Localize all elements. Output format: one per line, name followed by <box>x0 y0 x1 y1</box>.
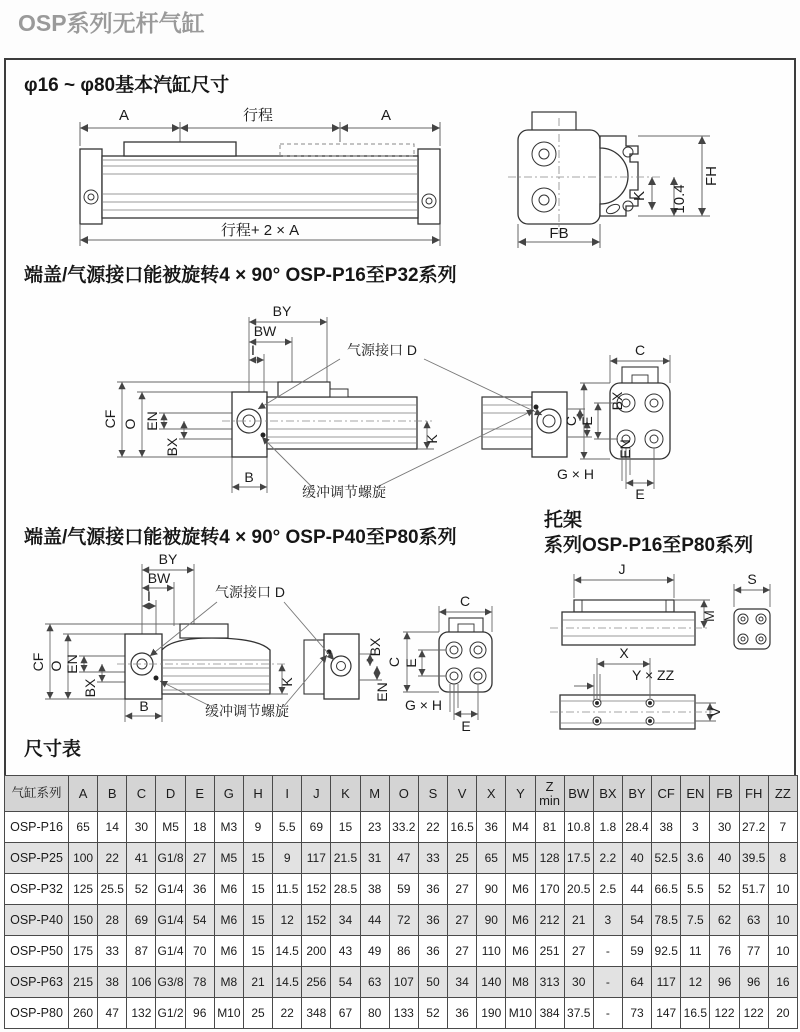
callout-air-port: 气源接口 D <box>215 584 285 600</box>
dimension-cell: 36 <box>477 812 506 843</box>
dimension-cell: 78 <box>185 967 214 998</box>
dimension-cell: 14.5 <box>273 967 302 998</box>
dim-label-total-length: 行程+ 2 × A <box>220 222 300 239</box>
dimension-cell: 30 <box>710 812 739 843</box>
dimension-cell: 313 <box>535 967 564 998</box>
dimension-cell: 3 <box>593 905 622 936</box>
dimension-cell: 7.5 <box>681 905 710 936</box>
dimension-cell: 9 <box>243 812 272 843</box>
dimension-cell: 52 <box>127 874 156 905</box>
dimension-cell: 27 <box>448 905 477 936</box>
dimension-cell: 28 <box>98 905 127 936</box>
dimension-cell: 47 <box>389 843 418 874</box>
dimension-cell: 40 <box>710 843 739 874</box>
dimension-cell: 100 <box>69 843 98 874</box>
drawing-rotatable-caps-large <box>22 554 792 737</box>
dimension-cell: 47 <box>98 998 127 1029</box>
dim-label-fb: FB <box>549 225 569 242</box>
dim-label-e-bottom: E <box>635 486 645 502</box>
dim-label-o: O <box>122 418 138 430</box>
series-name-cell: OSP-P63 <box>5 967 69 998</box>
dimension-cell: 67 <box>331 998 360 1029</box>
dimension-cell: 9 <box>273 843 302 874</box>
dimension-cell: 90 <box>477 905 506 936</box>
dimension-cell: 36 <box>418 905 447 936</box>
dimension-cell: 78.5 <box>652 905 681 936</box>
air-port-circle <box>537 409 561 433</box>
cushion-screw-dot <box>261 433 266 438</box>
col-header: ZZ <box>768 776 797 812</box>
dimension-cell: M6 <box>506 936 535 967</box>
dimension-cell: 107 <box>389 967 418 998</box>
dimension-cell: 38 <box>98 967 127 998</box>
dimension-cell: 15 <box>331 812 360 843</box>
dimension-cell: 20.5 <box>564 874 593 905</box>
dimension-cell: 39.5 <box>739 843 768 874</box>
dimension-cell: 54 <box>185 905 214 936</box>
dimension-cell: 3 <box>681 812 710 843</box>
dim-label-j: J <box>618 561 626 577</box>
dim-label-bx: BX <box>164 437 180 457</box>
dimension-cell: 106 <box>127 967 156 998</box>
dimension-cell: 51.7 <box>739 874 768 905</box>
dimension-cell: 63 <box>739 905 768 936</box>
dimension-cell: 15 <box>243 843 272 874</box>
dim-label-bx: BX <box>82 678 98 698</box>
dim-label-o: O <box>48 660 64 672</box>
dimension-cell: 18 <box>185 812 214 843</box>
dimension-cell: 62 <box>710 905 739 936</box>
dimension-cell: 125 <box>69 874 98 905</box>
dimension-cell: M3 <box>214 812 243 843</box>
dimension-cell: G1/4 <box>156 905 185 936</box>
dimension-cell: 170 <box>535 874 564 905</box>
dim-label-k: K <box>424 434 440 444</box>
dimension-cell: 96 <box>185 998 214 1029</box>
dimension-cell: 5.5 <box>681 874 710 905</box>
air-port-circle <box>331 656 351 676</box>
dimension-cell: G1/8 <box>156 843 185 874</box>
dimension-cell: 96 <box>710 967 739 998</box>
dimension-cell: G1/2 <box>156 998 185 1029</box>
dim-label-en: EN <box>64 654 80 674</box>
content-box <box>4 58 796 1028</box>
section-basic-heading: φ16 ~ φ80基本汽缸尺寸 <box>24 75 230 96</box>
dim-label-x: X <box>619 645 629 661</box>
dimension-cell: 28.4 <box>622 812 651 843</box>
col-header: J <box>302 776 331 812</box>
dimension-cell: 86 <box>389 936 418 967</box>
dimension-cell: 36 <box>418 936 447 967</box>
dimension-cell: 384 <box>535 998 564 1029</box>
dimension-cell: M5 <box>214 843 243 874</box>
dimension-cell: 25 <box>243 998 272 1029</box>
dim-label-bw: BW <box>147 570 171 586</box>
dimension-cell: 63 <box>360 967 389 998</box>
dimension-cell: 34 <box>448 967 477 998</box>
dimension-cell: - <box>593 936 622 967</box>
dimension-cell: 152 <box>302 874 331 905</box>
col-header: C <box>127 776 156 812</box>
dimension-cell: 54 <box>622 905 651 936</box>
dimension-cell: 15 <box>243 905 272 936</box>
dimension-cell: 36 <box>418 874 447 905</box>
table-row <box>5 843 798 874</box>
dimension-cell: 12 <box>273 905 302 936</box>
dimension-cell: 20 <box>768 998 797 1029</box>
dimension-cell: M6 <box>214 936 243 967</box>
dimension-cell: G1/4 <box>156 874 185 905</box>
dimension-cell: - <box>593 967 622 998</box>
dimension-cell: 27 <box>564 936 593 967</box>
dimension-cell: 27 <box>448 936 477 967</box>
dimension-cell: 150 <box>69 905 98 936</box>
dimension-cell: 87 <box>127 936 156 967</box>
table-row <box>5 967 798 998</box>
cushion-screw-dot <box>534 405 539 410</box>
callout-air-port: 气源接口 D <box>347 342 417 358</box>
dim-label-yzz: Y × ZZ <box>632 667 675 683</box>
dimension-cell: 38 <box>360 874 389 905</box>
col-header-series: 气缸系列 <box>5 776 69 812</box>
dim-label-e-left: E <box>579 416 595 426</box>
dim-label-fh: FH <box>703 166 720 186</box>
series-name-cell: OSP-P25 <box>5 843 69 874</box>
dimension-cell: 122 <box>710 998 739 1029</box>
dimension-cell: 117 <box>302 843 331 874</box>
dim-label-k: K <box>631 190 648 202</box>
series-name-cell: OSP-P50 <box>5 936 69 967</box>
page-title: OSP系列无杆气缸 <box>18 10 205 36</box>
dimension-cell: M6 <box>506 874 535 905</box>
drawing-basic-cylinder <box>62 102 762 252</box>
dimension-cell: 152 <box>302 905 331 936</box>
dimension-cell: 133 <box>389 998 418 1029</box>
dimension-cell: 128 <box>535 843 564 874</box>
dimension-cell: 54 <box>331 967 360 998</box>
dimension-cell: 23 <box>360 812 389 843</box>
dimension-cell: 10 <box>768 936 797 967</box>
cylinder-side-view <box>80 142 440 224</box>
dimension-cell: 96 <box>739 967 768 998</box>
cylinder-end-view <box>508 112 710 248</box>
dimension-cell: 43 <box>331 936 360 967</box>
cushion-screw-dot <box>154 676 159 681</box>
col-header: BX <box>593 776 622 812</box>
dimension-cell: 27 <box>185 843 214 874</box>
dim-label-i: I <box>147 588 151 604</box>
dimension-cell: 8 <box>768 843 797 874</box>
table-row <box>5 905 798 936</box>
dimension-cell: 16.5 <box>681 998 710 1029</box>
col-header: BW <box>564 776 593 812</box>
col-header: S <box>418 776 447 812</box>
dimension-cell: 72 <box>389 905 418 936</box>
dimension-cell: 27 <box>448 874 477 905</box>
series-name-cell: OSP-P16 <box>5 812 69 843</box>
dimension-cell: 30 <box>127 812 156 843</box>
dim-label-gh: G × H <box>405 697 442 713</box>
dimension-cell: 200 <box>302 936 331 967</box>
table-row <box>5 936 798 967</box>
dimension-cell: 59 <box>389 874 418 905</box>
dimension-cell: 50 <box>418 967 447 998</box>
dimension-cell: 38 <box>652 812 681 843</box>
col-header: Z min <box>535 776 564 812</box>
dimension-cell: 7 <box>768 812 797 843</box>
series-name-cell: OSP-P80 <box>5 998 69 1029</box>
dimension-cell: 92.5 <box>652 936 681 967</box>
dimension-cell: 34 <box>331 905 360 936</box>
dimension-cell: M6 <box>506 905 535 936</box>
callout-cushion-screw: 缓冲调节螺旋 <box>205 703 289 719</box>
dimension-cell: M10 <box>214 998 243 1029</box>
dimension-cell: 22 <box>98 843 127 874</box>
dimension-cell: 30 <box>564 967 593 998</box>
dim-label-en-right: EN <box>617 439 633 459</box>
table-header-row <box>5 776 798 812</box>
end-cap-left <box>125 634 162 699</box>
dimension-cell: 348 <box>302 998 331 1029</box>
table-row <box>5 998 798 1029</box>
dimension-cell: 22 <box>273 998 302 1029</box>
dimension-cell: 215 <box>69 967 98 998</box>
dimension-cell: 70 <box>185 936 214 967</box>
dimension-cell: 140 <box>477 967 506 998</box>
dim-label-gh: G × H <box>557 466 594 482</box>
bracket-side-view <box>550 574 710 645</box>
dimension-cell: 73 <box>622 998 651 1029</box>
dimension-cell: M8 <box>506 967 535 998</box>
dim-label-c-left: C <box>563 415 579 427</box>
col-header: H <box>243 776 272 812</box>
dimension-cell: 132 <box>127 998 156 1029</box>
col-header: G <box>214 776 243 812</box>
col-header: FH <box>739 776 768 812</box>
dimension-cell: 69 <box>127 905 156 936</box>
dimension-cell: 15 <box>243 936 272 967</box>
dimension-cell: 65 <box>477 843 506 874</box>
dimension-cell: 41 <box>127 843 156 874</box>
table-row <box>5 874 798 905</box>
dim-label-en: EN <box>144 411 160 431</box>
dimension-cell: 21 <box>564 905 593 936</box>
dimension-cell: 77 <box>739 936 768 967</box>
dimension-cell: 11.5 <box>273 874 302 905</box>
col-header: X <box>477 776 506 812</box>
bracket-heading-line1: 托架 <box>544 510 583 531</box>
dimension-cell: 64 <box>622 967 651 998</box>
dimension-cell: 17.5 <box>564 843 593 874</box>
dimension-cell: 16.5 <box>448 812 477 843</box>
dimension-cell: M10 <box>506 998 535 1029</box>
dimension-cell: 66.5 <box>652 874 681 905</box>
col-header: BY <box>622 776 651 812</box>
col-header: FB <box>710 776 739 812</box>
dimension-cell: 1.8 <box>593 812 622 843</box>
dim-label-cf: CF <box>102 409 118 429</box>
bracket-end-view <box>734 584 770 649</box>
dim-label-by: BY <box>158 554 178 567</box>
dim-label-stroke: 行程 <box>242 107 274 124</box>
col-header: CF <box>652 776 681 812</box>
dim-label-bx-right: BX <box>609 391 625 411</box>
table-row <box>5 812 798 843</box>
col-header: O <box>389 776 418 812</box>
dimension-cell: M4 <box>506 812 535 843</box>
dimension-cell: 147 <box>652 998 681 1029</box>
dim-label-v: V <box>707 707 723 717</box>
dim-label-b: B <box>139 698 149 714</box>
col-header: I <box>273 776 302 812</box>
dim-label-i: I <box>251 342 255 358</box>
drawing-rotatable-caps-small <box>82 297 742 502</box>
dimension-cell: 11 <box>681 936 710 967</box>
dimension-cell: 190 <box>477 998 506 1029</box>
dimension-cell: 10 <box>768 905 797 936</box>
dimension-cell: 14 <box>98 812 127 843</box>
col-header: A <box>69 776 98 812</box>
dimension-cell: 36 <box>448 998 477 1029</box>
dim-label-bx-right: BX <box>367 637 383 657</box>
dimension-cell: 28.5 <box>331 874 360 905</box>
dim-label-bw: BW <box>253 323 277 339</box>
dimension-cell: 5.5 <box>273 812 302 843</box>
dimension-cell: 175 <box>69 936 98 967</box>
dimension-cell: G1/4 <box>156 936 185 967</box>
dim-label-cf: CF <box>30 652 46 672</box>
col-header: V <box>448 776 477 812</box>
bracket-heading-line2: 系列OSP-P16至P80系列 <box>544 535 754 556</box>
dimension-cell: 59 <box>622 936 651 967</box>
dim-label-s: S <box>747 571 757 587</box>
dimension-cell: 256 <box>302 967 331 998</box>
section-rot-large-heading: 端盖/气源接口能被旋转4 × 90° OSP-P40至P80系列 <box>24 527 457 548</box>
dimension-cell: 31 <box>360 843 389 874</box>
col-header: E <box>185 776 214 812</box>
col-header: Y <box>506 776 535 812</box>
bracket-heading <box>544 508 753 558</box>
dimension-cell: - <box>593 998 622 1029</box>
dim-label-a-left: A <box>118 107 130 124</box>
dimension-cell: 37.5 <box>564 998 593 1029</box>
dim-label-10-4: 10.4 <box>671 184 688 214</box>
section-rot-small-heading: 端盖/气源接口能被旋转4 × 90° OSP-P16至P32系列 <box>24 265 457 286</box>
dimension-cell: M8 <box>214 967 243 998</box>
dimension-cell: 122 <box>739 998 768 1029</box>
carriage <box>124 142 236 156</box>
dim-label-c-left: C <box>386 656 402 668</box>
dim-label-e-bottom: E <box>461 718 471 734</box>
dim-label-c-top: C <box>634 342 646 358</box>
dimension-cell: M6 <box>214 905 243 936</box>
series-name-cell: OSP-P32 <box>5 874 69 905</box>
col-header: D <box>156 776 185 812</box>
dimension-cell: 12 <box>681 967 710 998</box>
end-cap-left <box>232 392 267 457</box>
dimension-cell: 33.2 <box>389 812 418 843</box>
dimension-cell: 10.8 <box>564 812 593 843</box>
dimension-cell: 27.2 <box>739 812 768 843</box>
dimension-cell: M5 <box>156 812 185 843</box>
dimension-cell: 76 <box>710 936 739 967</box>
dimension-cell: 33 <box>98 936 127 967</box>
dimension-cell: 81 <box>535 812 564 843</box>
dim-label-en-right: EN <box>374 682 390 702</box>
dim-label-e-left: E <box>403 658 419 668</box>
dimension-cell: 10 <box>768 874 797 905</box>
dim-label-by: BY <box>272 303 292 319</box>
dimension-cell: G3/8 <box>156 967 185 998</box>
col-header: K <box>331 776 360 812</box>
dimension-cell: 52.5 <box>652 843 681 874</box>
dimension-cell: 52 <box>418 998 447 1029</box>
dimension-cell: 117 <box>652 967 681 998</box>
dimensions-table <box>4 775 798 1029</box>
dimension-cell: 69 <box>302 812 331 843</box>
dimension-cell: 52 <box>710 874 739 905</box>
table-heading: 尺寸表 <box>24 739 82 760</box>
dimension-cell: 21.5 <box>331 843 360 874</box>
dim-label-a-right: A <box>380 107 392 124</box>
col-header: M <box>360 776 389 812</box>
dimension-cell: 2.2 <box>593 843 622 874</box>
dim-label-c-top: C <box>459 593 471 609</box>
dimension-cell: 33 <box>418 843 447 874</box>
dimension-cell: 21 <box>243 967 272 998</box>
carriage-dashed <box>280 144 414 156</box>
dimension-cell: 25.5 <box>98 874 127 905</box>
dimension-cell: 110 <box>477 936 506 967</box>
col-header: B <box>98 776 127 812</box>
dim-label-m: M <box>701 610 717 622</box>
dim-label-b: B <box>244 469 254 485</box>
dimension-cell: 44 <box>360 905 389 936</box>
dimension-cell: 14.5 <box>273 936 302 967</box>
dimension-cell: 65 <box>69 812 98 843</box>
dimension-cell: 90 <box>477 874 506 905</box>
dimension-cell: 22 <box>418 812 447 843</box>
dimension-cell: 25 <box>448 843 477 874</box>
dimension-cell: 15 <box>243 874 272 905</box>
dimension-cell: 44 <box>622 874 651 905</box>
dimension-cell: 16 <box>768 967 797 998</box>
dimension-cell: 2.5 <box>593 874 622 905</box>
col-header: EN <box>681 776 710 812</box>
dimension-cell: 40 <box>622 843 651 874</box>
callout-cushion-screw: 缓冲调节螺旋 <box>302 484 386 500</box>
dim-label-k: K <box>279 677 295 687</box>
dimension-cell: 212 <box>535 905 564 936</box>
series-name-cell: OSP-P40 <box>5 905 69 936</box>
dimension-cell: 3.6 <box>681 843 710 874</box>
dimension-cell: 80 <box>360 998 389 1029</box>
dimension-cell: 49 <box>360 936 389 967</box>
dimension-cell: 36 <box>185 874 214 905</box>
dimension-cell: 260 <box>69 998 98 1029</box>
dimension-cell: 251 <box>535 936 564 967</box>
dimension-cell: M6 <box>214 874 243 905</box>
dimension-cell: M5 <box>506 843 535 874</box>
